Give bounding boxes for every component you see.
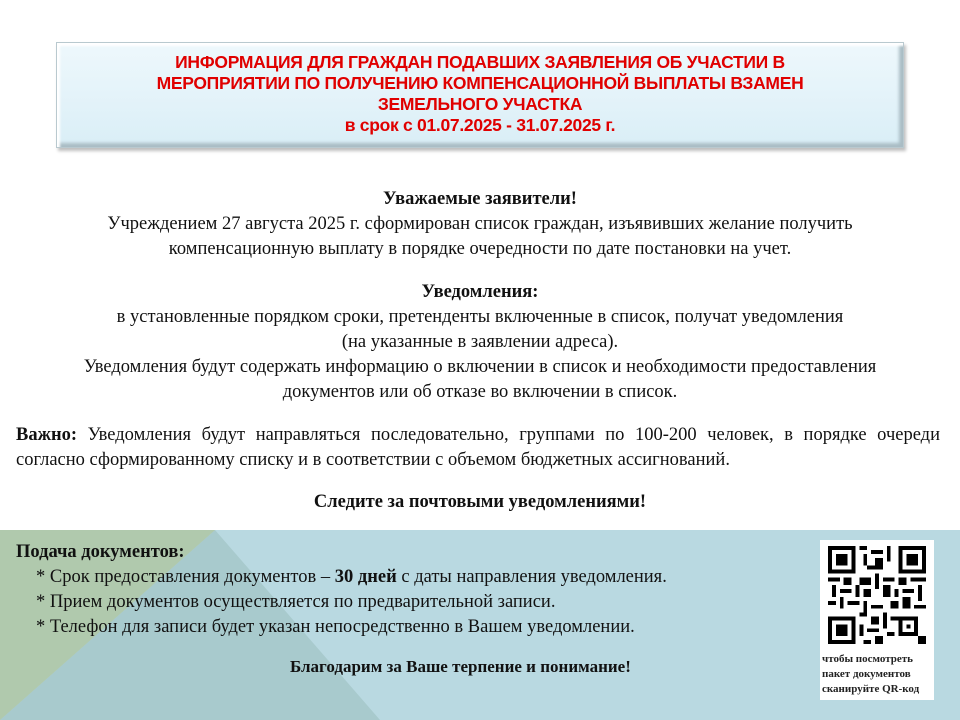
notifications-line-3: Уведомления будут содержать информацию о включении в список и необходимости предоставления [83,357,877,377]
important-text: Уведомления будут направляться последовательно, группами по 100-200 человек, в порядке очереди согласно сформированному списку и в соответствии с объемом бюджетных ассигнований. [16,425,940,470]
documents-item-2: * Прием документов осуществляется по предварительной записи. [36,592,556,612]
documents-item-1 [16,565,667,590]
qr-card [820,540,934,700]
qr-caption [822,652,934,697]
greeting-line-2: компенсационную выплату в порядке очередности по дате постановки на учет. [168,239,792,259]
documents-title: Подача документов: [16,542,185,562]
qr-caption-line-2: пакет документов [822,668,911,680]
notifications-title: Уведомления: [421,282,539,302]
qr-caption-line-3: сканируйте QR-код [822,683,920,695]
qr-code-icon[interactable] [828,546,926,644]
notifications-line-4: документов или об отказе во включении в список. [282,382,678,402]
title-line-3: ЗЕМЕЛЬНОГО УЧАСТКА [377,94,583,114]
greeting-title: Уважаемые заявители! [383,189,577,209]
item-1-bold: 30 дней [334,567,397,587]
notifications-line-1: в установленные порядком сроки, претенденты включенные в список, получат уведомления [116,307,844,327]
documents-item-3: * Телефон для записи будет указан непосредственно в Вашем уведомлении. [36,617,635,637]
item-1-suffix: с даты направления уведомления. [396,567,667,587]
notifications-line-2: (на указанные в заявлении адреса). [341,332,619,352]
important-label: Важно: [16,425,78,445]
documents-section [16,540,667,640]
important-note [16,423,940,473]
watch-mail-notice: Следите за почтовыми уведомлениями! [313,492,647,512]
greeting-section [0,187,960,262]
greeting-line-1: Учреждением 27 августа 2025 г. сформирован список граждан, изъявивших желание получить [107,214,853,234]
title-date-range: в срок с 01.07.2025 - 31.07.2025 г. [344,115,616,135]
notifications-section [0,280,960,405]
qr-caption-line-1: чтобы посмотреть [822,653,913,665]
title-line-1: ИНФОРМАЦИЯ ДЛЯ ГРАЖДАН ПОДАВШИХ ЗАЯВЛЕНИЯ ОБ УЧАСТИИ В [175,52,785,72]
title-line-2: МЕРОПРИЯТИИ ПО ПОЛУЧЕНИЮ КОМПЕНСАЦИОННОЙ ВЫПЛАТЫ ВЗАМЕН [156,73,804,93]
thanks-message: Благодарим за Ваше терпение и понимание! [290,657,631,676]
item-1-prefix: * Срок предоставления документов – [36,567,335,587]
title-banner [56,42,904,148]
